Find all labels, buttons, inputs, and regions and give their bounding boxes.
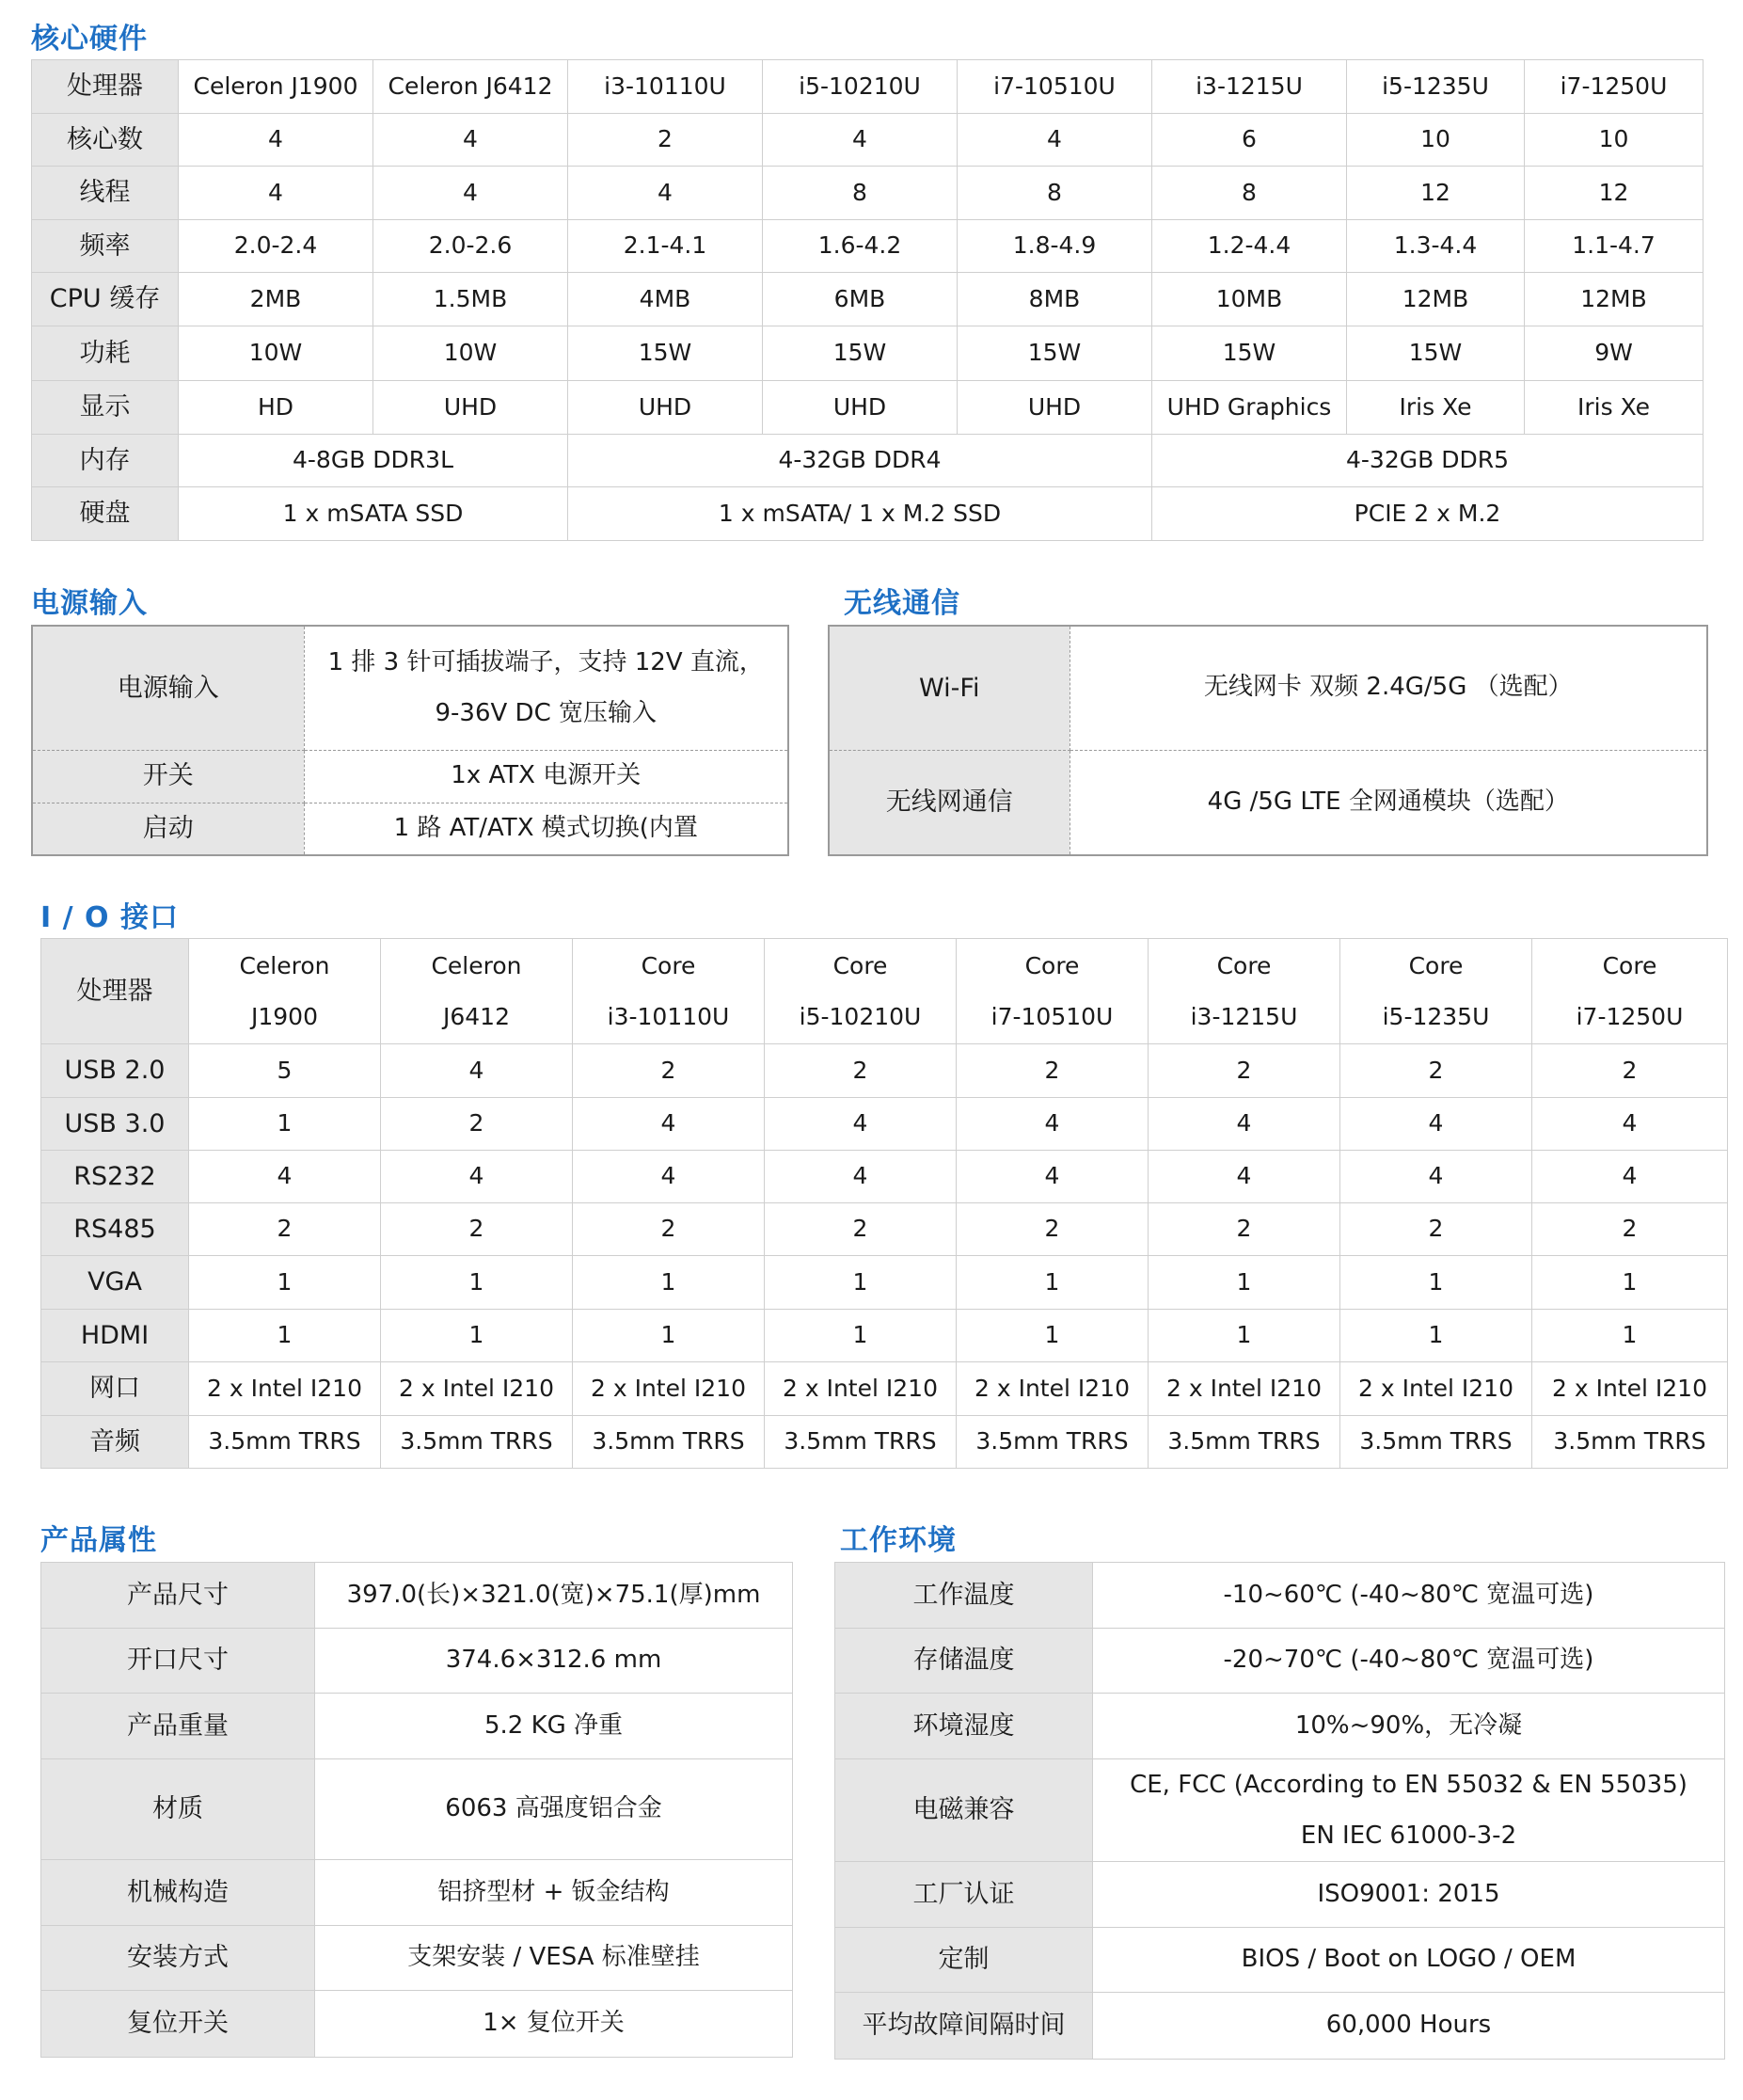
table-cell: -10~60℃ (-40~80℃ 宽温可选) — [1093, 1563, 1725, 1629]
table-row — [32, 381, 1703, 435]
table-cell: Celeron J1900 — [179, 60, 373, 114]
table-cell: 2 — [381, 1098, 573, 1151]
table-cell: Iris Xe — [1347, 381, 1525, 435]
table-cell: 1.5MB — [373, 273, 568, 326]
environment-table — [834, 1562, 1725, 2060]
table-cell: 3.5mm TRRS — [1340, 1416, 1532, 1469]
table-cell: 1 x mSATA/ 1 x M.2 SSD — [568, 487, 1152, 541]
io-table — [40, 938, 1728, 1469]
table-cell: 10 — [1525, 114, 1703, 167]
power-input-table — [31, 625, 789, 856]
table-cell: 2 — [573, 1044, 765, 1098]
table-cell: 60,000 Hours — [1093, 1993, 1725, 2060]
table-cell: 2.0-2.6 — [373, 220, 568, 273]
table-row — [32, 114, 1703, 167]
table-cell: 3.5mm TRRS — [765, 1416, 957, 1469]
table-cell — [1093, 1759, 1725, 1862]
table-row — [829, 626, 1707, 750]
table-cell: 8 — [1152, 167, 1347, 220]
table-cell: i3-10110U — [568, 60, 763, 114]
table-cell: 1 — [1532, 1310, 1728, 1362]
table-cell: 12 — [1347, 167, 1525, 220]
table-cell: 4 — [1340, 1098, 1532, 1151]
table-cell: 2 x Intel I210 — [189, 1362, 381, 1416]
table-row — [41, 1044, 1728, 1098]
power-input-line1: 1 排 3 针可插拔端子，支持 12V 直流， — [327, 648, 764, 677]
table-cell: 2 — [189, 1203, 381, 1256]
table-cell: 2 x Intel I210 — [957, 1362, 1149, 1416]
table-cell: 支架安装 / VESA 标准壁挂 — [315, 1926, 793, 1991]
table-cell: 1 — [1340, 1310, 1532, 1362]
row-label-power: 功耗 — [32, 326, 179, 381]
row-label-reset: 复位开关 — [41, 1991, 315, 2058]
table-cell: 2 — [1340, 1044, 1532, 1098]
table-cell: 铝挤型材 + 钣金结构 — [315, 1860, 793, 1926]
row-label-cellular: 无线网通信 — [829, 750, 1070, 855]
row-label-disk: 硬盘 — [32, 487, 179, 541]
table-cell: 4 — [189, 1151, 381, 1203]
table-cell: 2 — [1149, 1044, 1340, 1098]
header-cell — [765, 939, 957, 1044]
table-cell: 1 — [189, 1098, 381, 1151]
table-cell: 2 — [957, 1044, 1149, 1098]
table-cell: 4 — [765, 1098, 957, 1151]
table-row — [32, 273, 1703, 326]
io-section-title: I / O 接口 — [40, 901, 179, 934]
table-cell: 1 — [381, 1310, 573, 1362]
row-label-rs232: RS232 — [41, 1151, 189, 1203]
table-cell: 1 — [765, 1310, 957, 1362]
header-line1: Celeron — [239, 951, 330, 979]
header-line2: i3-10110U — [607, 1002, 730, 1030]
table-row — [835, 1759, 1725, 1862]
table-row — [41, 1694, 793, 1759]
table-cell: 397.0(长)×321.0(宽)×75.1(厚)mm — [315, 1563, 793, 1629]
table-row — [835, 1563, 1725, 1629]
table-cell: UHD — [763, 381, 958, 435]
row-label-display: 显示 — [32, 381, 179, 435]
table-cell: 1 — [1149, 1310, 1340, 1362]
table-cell: 2 — [573, 1203, 765, 1256]
table-cell: 5 — [189, 1044, 381, 1098]
table-cell: 374.6×312.6 mm — [315, 1629, 793, 1694]
table-cell: HD — [179, 381, 373, 435]
table-cell: 1 — [189, 1310, 381, 1362]
table-header-row — [41, 939, 1728, 1044]
header-line1: Core — [1408, 951, 1464, 979]
table-cell: 1 — [765, 1256, 957, 1310]
table-cell: 1 — [573, 1256, 765, 1310]
table-cell: 1.8-4.9 — [958, 220, 1152, 273]
table-cell: 2 — [1532, 1044, 1728, 1098]
header-cell — [381, 939, 573, 1044]
product-attributes-table — [40, 1562, 793, 2058]
header-line2: i5-10210U — [799, 1002, 922, 1030]
table-cell: 4 — [765, 1151, 957, 1203]
table-cell: 2 — [1532, 1203, 1728, 1256]
table-row — [32, 220, 1703, 273]
row-label-audio: 音频 — [41, 1416, 189, 1469]
table-cell: 5.2 KG 净重 — [315, 1694, 793, 1759]
table-cell: 4 — [1149, 1151, 1340, 1203]
header-line2: J1900 — [251, 1002, 318, 1030]
table-cell: i5-1235U — [1347, 60, 1525, 114]
table-cell: 10%~90%，无冷凝 — [1093, 1694, 1725, 1759]
table-cell: 1x ATX 电源开关 — [304, 750, 788, 803]
row-label-threads: 线程 — [32, 167, 179, 220]
header-line2: i5-1235U — [1382, 1002, 1490, 1030]
table-cell: i3-1215U — [1152, 60, 1347, 114]
row-label-mounting: 安装方式 — [41, 1926, 315, 1991]
table-cell: 4 — [179, 114, 373, 167]
table-cell: 12MB — [1347, 273, 1525, 326]
table-cell: 1.1-4.7 — [1525, 220, 1703, 273]
table-row — [32, 750, 788, 803]
row-label-cpu: 处理器 — [32, 60, 179, 114]
row-label-cores: 核心数 — [32, 114, 179, 167]
table-cell: 4 — [568, 167, 763, 220]
table-cell: PCIE 2 x M.2 — [1152, 487, 1703, 541]
table-cell: 无线网卡 双频 2.4G/5G （选配） — [1070, 626, 1707, 750]
table-cell: UHD — [958, 381, 1152, 435]
table-cell: 2 — [381, 1203, 573, 1256]
row-label-rs485: RS485 — [41, 1203, 189, 1256]
table-row — [32, 803, 788, 855]
row-label-boot: 启动 — [32, 803, 304, 855]
emc-line1: CE, FCC (According to EN 55032 & EN 55035) — [1130, 1771, 1688, 1799]
table-row — [41, 1416, 1728, 1469]
table-cell: 4MB — [568, 273, 763, 326]
table-cell: 8 — [958, 167, 1152, 220]
table-cell: 1.2-4.4 — [1152, 220, 1347, 273]
header-line1: Celeron — [431, 951, 522, 979]
table-row — [41, 1860, 793, 1926]
table-cell: 1 — [957, 1256, 1149, 1310]
header-line1: Core — [1216, 951, 1272, 979]
header-line1: Core — [1602, 951, 1657, 979]
table-cell: 8MB — [958, 273, 1152, 326]
table-row — [835, 1694, 1725, 1759]
table-cell: UHD Graphics — [1152, 381, 1347, 435]
row-label-vga: VGA — [41, 1256, 189, 1310]
table-cell: 3.5mm TRRS — [1532, 1416, 1728, 1469]
row-label-usb3: USB 3.0 — [41, 1098, 189, 1151]
table-row — [835, 1928, 1725, 1993]
table-cell: i7-1250U — [1525, 60, 1703, 114]
table-row — [41, 1362, 1728, 1416]
table-cell: BIOS / Boot on LOGO / OEM — [1093, 1928, 1725, 1993]
row-label-customization: 定制 — [835, 1928, 1093, 1993]
row-label-storage-temp: 存储温度 — [835, 1629, 1093, 1694]
table-cell: 4 — [381, 1044, 573, 1098]
table-row — [32, 60, 1703, 114]
table-cell: 4 — [958, 114, 1152, 167]
env-section-title: 工作环境 — [840, 1524, 957, 1557]
table-cell: 2MB — [179, 273, 373, 326]
table-cell: 1 — [189, 1256, 381, 1310]
row-label-cutout: 开口尺寸 — [41, 1629, 315, 1694]
table-cell: 3.5mm TRRS — [957, 1416, 1149, 1469]
header-cell — [573, 939, 765, 1044]
table-cell: 4 — [179, 167, 373, 220]
wireless-table — [828, 625, 1708, 856]
table-cell: 1 — [381, 1256, 573, 1310]
table-row — [41, 1151, 1728, 1203]
table-cell — [304, 626, 788, 750]
table-cell: Iris Xe — [1525, 381, 1703, 435]
table-cell: 4 — [373, 114, 568, 167]
table-row — [32, 435, 1703, 487]
table-cell: 1 — [957, 1310, 1149, 1362]
table-cell: 12 — [1525, 167, 1703, 220]
table-cell: 4 — [1149, 1098, 1340, 1151]
table-row — [829, 750, 1707, 855]
table-cell: 2 — [765, 1044, 957, 1098]
table-cell: 10W — [373, 326, 568, 381]
table-cell: 1 — [573, 1310, 765, 1362]
table-cell: 4 — [763, 114, 958, 167]
core-section-title: 核心硬件 — [31, 23, 148, 56]
row-label-hdmi: HDMI — [41, 1310, 189, 1362]
header-label-cpu: 处理器 — [41, 939, 189, 1044]
table-row — [41, 1926, 793, 1991]
row-label-certification: 工厂认证 — [835, 1862, 1093, 1928]
table-cell: 3.5mm TRRS — [1149, 1416, 1340, 1469]
table-cell: 10 — [1347, 114, 1525, 167]
table-cell: ISO9001: 2015 — [1093, 1862, 1725, 1928]
header-cell — [1149, 939, 1340, 1044]
table-cell: 1.3-4.4 — [1347, 220, 1525, 273]
header-cell — [1340, 939, 1532, 1044]
row-label-lan: 网口 — [41, 1362, 189, 1416]
header-line2: i7-1250U — [1576, 1002, 1684, 1030]
row-label-size: 产品尺寸 — [41, 1563, 315, 1629]
table-cell: 4G /5G LTE 全网通模块（选配） — [1070, 750, 1707, 855]
table-row — [32, 487, 1703, 541]
table-cell: 1 — [1532, 1256, 1728, 1310]
table-cell: Celeron J6412 — [373, 60, 568, 114]
table-cell: 1 x mSATA SSD — [179, 487, 568, 541]
table-cell: 6 — [1152, 114, 1347, 167]
header-line1: Core — [1024, 951, 1080, 979]
table-cell: 4 — [957, 1151, 1149, 1203]
table-row — [835, 1629, 1725, 1694]
table-cell: 2 x Intel I210 — [1149, 1362, 1340, 1416]
table-row — [32, 326, 1703, 381]
table-cell: 1× 复位开关 — [315, 1991, 793, 2058]
row-label-frequency: 频率 — [32, 220, 179, 273]
emc-line2: EN IEC 61000-3-2 — [1300, 1822, 1517, 1850]
table-cell: 2 — [765, 1203, 957, 1256]
table-cell: 2 x Intel I210 — [765, 1362, 957, 1416]
table-cell: 2.0-2.4 — [179, 220, 373, 273]
table-cell: 15W — [958, 326, 1152, 381]
table-cell: 1 — [1340, 1256, 1532, 1310]
table-cell: 10MB — [1152, 273, 1347, 326]
table-row — [41, 1991, 793, 2058]
table-cell: 4 — [373, 167, 568, 220]
table-row — [835, 1993, 1725, 2060]
table-cell: 2 — [568, 114, 763, 167]
table-row — [835, 1862, 1725, 1928]
row-label-mtbf: 平均故障间隔时间 — [835, 1993, 1093, 2060]
table-cell: 1 路 AT/ATX 模式切换(内置 — [304, 803, 788, 855]
table-cell: 4 — [573, 1151, 765, 1203]
row-label-power-input: 电源输入 — [32, 626, 304, 750]
table-row — [41, 1203, 1728, 1256]
table-cell: -20~70℃ (-40~80℃ 宽温可选) — [1093, 1629, 1725, 1694]
table-cell: 2 — [957, 1203, 1149, 1256]
table-cell: 4 — [1532, 1151, 1728, 1203]
table-cell: 4-32GB DDR4 — [568, 435, 1152, 487]
table-cell: 8 — [763, 167, 958, 220]
row-label-memory: 内存 — [32, 435, 179, 487]
table-cell: 3.5mm TRRS — [381, 1416, 573, 1469]
table-cell: 2 — [1340, 1203, 1532, 1256]
row-label-structure: 机械构造 — [41, 1860, 315, 1926]
row-label-wifi: Wi-Fi — [829, 626, 1070, 750]
table-cell: i5-10210U — [763, 60, 958, 114]
row-label-emc: 电磁兼容 — [835, 1759, 1093, 1862]
table-cell: 4 — [1340, 1151, 1532, 1203]
table-cell: 10W — [179, 326, 373, 381]
table-cell: 6063 高强度铝合金 — [315, 1759, 793, 1860]
table-cell: UHD — [373, 381, 568, 435]
table-cell: 12MB — [1525, 273, 1703, 326]
row-label-switch: 开关 — [32, 750, 304, 803]
table-cell: 2 — [1149, 1203, 1340, 1256]
row-label-material: 材质 — [41, 1759, 315, 1860]
header-line2: i3-1215U — [1190, 1002, 1298, 1030]
table-cell: 9W — [1525, 326, 1703, 381]
header-cell — [1532, 939, 1728, 1044]
row-label-operating-temp: 工作温度 — [835, 1563, 1093, 1629]
table-cell: 4 — [573, 1098, 765, 1151]
table-cell: 3.5mm TRRS — [573, 1416, 765, 1469]
header-cell — [189, 939, 381, 1044]
table-row — [41, 1629, 793, 1694]
table-cell: 6MB — [763, 273, 958, 326]
power-input-line2: 9-36V DC 宽压输入 — [435, 699, 657, 728]
header-line1: Core — [641, 951, 696, 979]
table-row — [41, 1563, 793, 1629]
row-label-weight: 产品重量 — [41, 1694, 315, 1759]
table-cell: 15W — [1347, 326, 1525, 381]
table-row — [32, 167, 1703, 220]
table-cell: UHD — [568, 381, 763, 435]
table-cell: 4 — [381, 1151, 573, 1203]
header-line2: J6412 — [443, 1002, 510, 1030]
table-cell: 4-32GB DDR5 — [1152, 435, 1703, 487]
wireless-section-title: 无线通信 — [844, 587, 960, 620]
row-label-humidity: 环境湿度 — [835, 1694, 1093, 1759]
row-label-cache: CPU 缓存 — [32, 273, 179, 326]
table-cell: 15W — [568, 326, 763, 381]
table-cell: 4 — [1532, 1098, 1728, 1151]
product-section-title: 产品属性 — [40, 1524, 157, 1557]
table-cell: 4-8GB DDR3L — [179, 435, 568, 487]
header-line1: Core — [832, 951, 888, 979]
table-cell: 2 x Intel I210 — [1532, 1362, 1728, 1416]
table-cell: 1 — [1149, 1256, 1340, 1310]
table-row — [41, 1759, 793, 1860]
row-label-usb2: USB 2.0 — [41, 1044, 189, 1098]
table-cell: 1.6-4.2 — [763, 220, 958, 273]
table-cell: 2 x Intel I210 — [1340, 1362, 1532, 1416]
table-cell: 15W — [1152, 326, 1347, 381]
power-section-title: 电源输入 — [31, 587, 148, 620]
table-row — [41, 1310, 1728, 1362]
table-row — [41, 1098, 1728, 1151]
table-row — [32, 626, 788, 750]
table-cell: i7-10510U — [958, 60, 1152, 114]
table-cell: 3.5mm TRRS — [189, 1416, 381, 1469]
table-cell: 2.1-4.1 — [568, 220, 763, 273]
header-line2: i7-10510U — [990, 1002, 1114, 1030]
table-row — [41, 1256, 1728, 1310]
table-cell: 2 x Intel I210 — [573, 1362, 765, 1416]
core-hardware-table — [31, 59, 1703, 541]
table-cell: 15W — [763, 326, 958, 381]
table-cell: 2 x Intel I210 — [381, 1362, 573, 1416]
header-cell — [957, 939, 1149, 1044]
table-cell: 4 — [957, 1098, 1149, 1151]
